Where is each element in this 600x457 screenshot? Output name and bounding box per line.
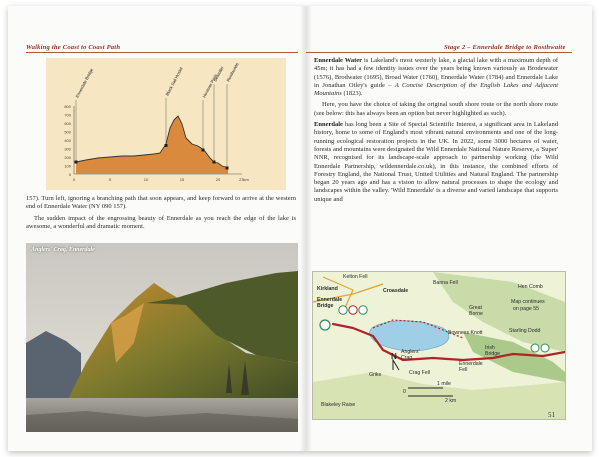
map-label: Grike (369, 372, 382, 378)
map-label: Anglers' Crag (401, 349, 420, 361)
place-label: Honister Pass (201, 73, 219, 99)
y-tick: 300 (64, 146, 71, 152)
y-tick: 500 (64, 129, 71, 135)
facility-icon (541, 344, 549, 352)
map-label: Banna Fell (433, 280, 458, 286)
term-ennerdale: Ennerdale (314, 121, 343, 129)
start-marker-icon (320, 320, 330, 330)
y-tick: 800 (64, 104, 71, 109)
right-paragraph-2: Here, you have the choice of taking the original south shore route or the north shore route (see below: this has always been an option but never highlighted as such). (314, 101, 558, 117)
map-label: Map continues (511, 299, 545, 305)
map-label: Croasdale (383, 288, 409, 294)
x-tick: 0 (72, 177, 76, 182)
x-tick: 20 (215, 177, 221, 182)
y-tick: 100 (64, 163, 71, 169)
left-paragraph: The sudden impact of the engrossing beauty of Ennerdale as you reach the edge of the lake is awesome, a wonderful and dramatic moment. (26, 214, 296, 230)
header-rule-right (306, 52, 572, 53)
right-paragraph-1 (314, 57, 558, 98)
map-label: Ennerdale Bridge (317, 297, 343, 309)
facility-icon (531, 344, 539, 352)
scale-label: 0 (403, 389, 406, 395)
x-tick: 15 (179, 177, 185, 182)
term-ennerdale-water: Ennerdale Water (314, 57, 363, 64)
place-marker (165, 144, 168, 147)
map-label: Ennerdale Fell (459, 361, 483, 373)
photo-anglers-crag (26, 243, 298, 432)
x-tick: 10 (143, 177, 149, 182)
map-label: Blakeley Raise (321, 402, 356, 408)
photo-illustration (26, 243, 298, 432)
map-label: Hen Comb (518, 284, 543, 290)
scale-label: 1 mile (437, 381, 451, 387)
elevation-profile (46, 58, 286, 190)
header-rule-left (26, 52, 298, 53)
book-gutter (300, 6, 312, 451)
running-head-right: Stage 2 – Ennerdale Bridge to Rosthwaite (444, 44, 566, 51)
paragraph-text: (1823). (341, 90, 363, 98)
book-title: A Concise Description of the English Lakes and Adjacent Mountains (314, 81, 558, 98)
left-body-text (26, 195, 296, 234)
elevation-profile-svg (46, 58, 286, 190)
y-tick: 200 (64, 155, 71, 160)
left-paragraph: 157). Turn left, ignoring a branching path that soon appears, and keep forward to arrive at the western end of Ennerdale Water (NY 090 157). (26, 195, 296, 211)
north-label: N (391, 352, 397, 361)
running-head-left: Walking the Coast to Coast Path (26, 44, 121, 51)
facility-icon (359, 306, 367, 314)
photo-caption: Anglers' Crag, Ennerdale (31, 247, 95, 253)
map-label: Irish Bridge (485, 345, 500, 357)
y-tick: 400 (64, 138, 71, 143)
y-tick: 600 (64, 121, 71, 126)
y-tick: 0 (68, 172, 71, 177)
map-svg (313, 272, 565, 419)
right-paragraph-3 (314, 121, 558, 204)
place-label: Ennerdale Bridge (74, 67, 95, 99)
x-tick: 5 (108, 177, 112, 182)
map-label: Kirkland (317, 286, 338, 292)
map-label: Kelton Fell (343, 274, 368, 280)
place-label: Rosthwaite (225, 61, 240, 83)
scale-label: 2 km (445, 398, 457, 404)
paragraph-text: has long been a Site of Special Scientific Interest, a significant area in Lakeland history, home to some of England's most vibrant natural environments and one of the long-running ecological restoration projects in the UK. In 2022, some 3000 hectares of water, forests and mountains were designated the Wild Ennerdale National Nature Reserve, a 'Super' NNR, recognised for its landscape-scale approach to partnership working (the Wild Ennerdale Partnership, wildennerdale.co.uk), in this instance, the combined efforts of Forestry England, the National Trust, United Utilities and Natural England. The partnership began 20 years ago and has a vision to allow natural processes to shape the ecology and landscapes within the valley. 'Wild Ennerdale' is a diverse and varied landscape that supports unique and (314, 121, 558, 203)
map-label: Bowness Knott (448, 330, 483, 336)
right-body-text (314, 57, 558, 207)
x-tick: 23km (239, 177, 249, 182)
map-label: Starling Dodd (509, 328, 541, 334)
map-label: Crag Fell (409, 370, 431, 376)
paragraph-text: is Lakeland's most westerly lake, a glacial lake with a maximum depth of 45m; it has had a few identity issues over the years being known variously as Brodewater (1576), Brodwater (1695), Broad Water (1760), Ennerdale Water (1784) and Ennerdale Lake in Jonathan Otley's guide – (314, 57, 558, 89)
place-label: Black Sail Hostel (164, 66, 184, 97)
elevation-area (76, 116, 228, 174)
y-tick: 700 (64, 112, 71, 118)
map-label: Great Borne (469, 305, 483, 317)
place-label: Seatoller (212, 65, 225, 83)
route-map (312, 271, 566, 420)
map-label: on page 55 (513, 306, 539, 312)
page-number: 51 (548, 411, 555, 419)
